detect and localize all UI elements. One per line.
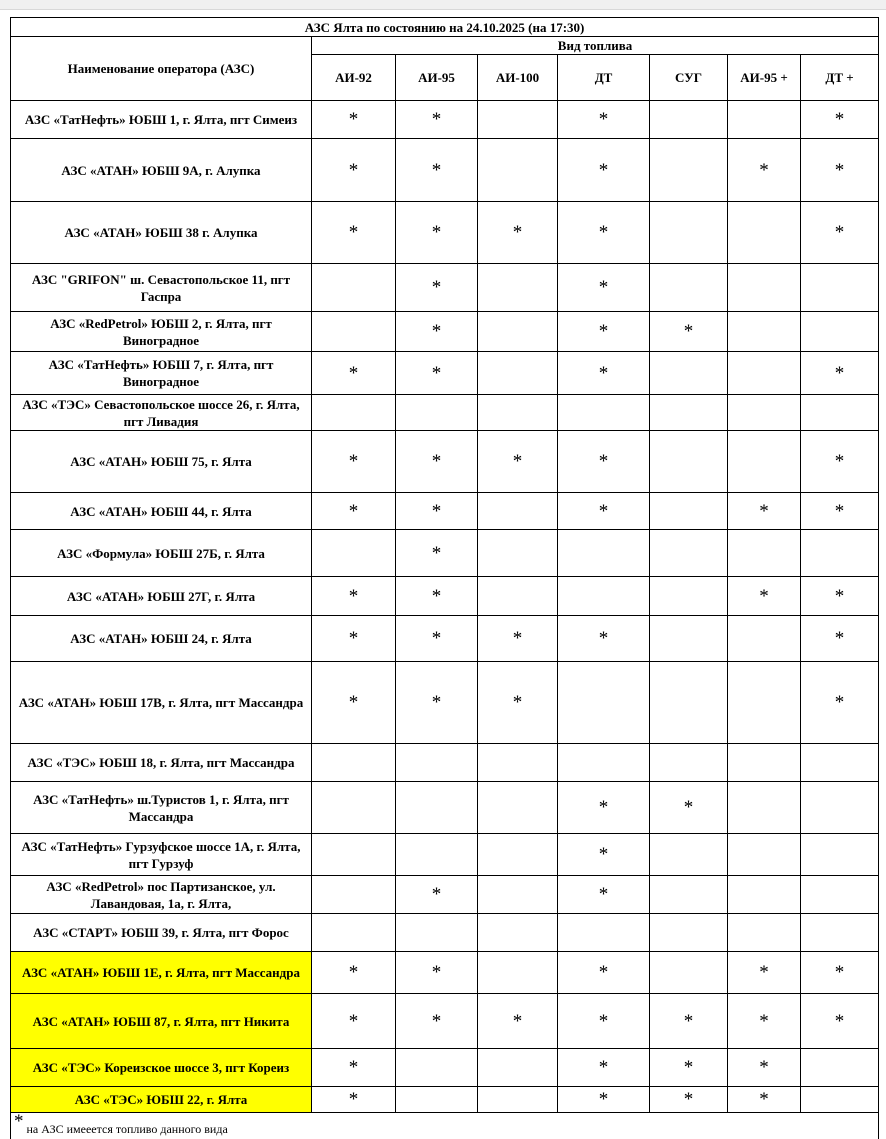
station-row — [11, 202, 879, 264]
fuel-availability-cell — [650, 952, 728, 994]
station-row — [11, 1087, 879, 1113]
station-name: АЗС «АТАН» ЮБШ 75, г. Ялта — [11, 431, 312, 493]
fuel-availability-cell — [312, 101, 396, 139]
availability-mark: * — [835, 160, 845, 181]
table-title: АЗС Ялта по состоянию на 24.10.2025 (на 17:30) — [11, 18, 879, 37]
fuel-availability-cell — [558, 1087, 650, 1113]
fuel-header-3: ДТ — [558, 55, 650, 101]
fuel-availability-cell — [801, 876, 879, 914]
availability-mark: * — [599, 844, 609, 865]
availability-mark: * — [835, 962, 845, 983]
fuel-availability-cell — [312, 352, 396, 395]
fuel-availability-cell — [478, 876, 558, 914]
fuel-availability-cell — [801, 139, 879, 202]
fuel-availability-cell — [650, 101, 728, 139]
fuel-availability-cell — [801, 616, 879, 662]
station-name: АЗС «ТатНефть» Гурзуфское шоссе 1А, г. Ялта, пгт Гурзуф — [11, 834, 312, 876]
availability-mark: * — [599, 501, 609, 522]
station-row — [11, 744, 879, 782]
availability-mark: * — [599, 1057, 609, 1078]
fuel-availability-cell — [728, 744, 801, 782]
fuel-availability-cell — [478, 914, 558, 952]
fuel-availability-cell — [312, 994, 396, 1049]
availability-mark: * — [759, 586, 769, 607]
fuel-availability-cell — [801, 493, 879, 530]
station-name: АЗС «ТЭС» Кореизское шоссе 3, пгт Кореиз — [11, 1049, 312, 1087]
legend-text: на АЗС имееется топливо данного вида — [27, 1122, 228, 1136]
fuel-availability-cell — [801, 1049, 879, 1087]
station-name: АЗС «RedPetrol» пос Партизанское, ул. Лавандовая, 1а, г. Ялта, — [11, 876, 312, 914]
availability-mark: * — [432, 692, 442, 713]
availability-mark: * — [759, 1011, 769, 1032]
fuel-availability-cell — [396, 493, 478, 530]
availability-mark: * — [432, 628, 442, 649]
fuel-availability-cell — [650, 139, 728, 202]
fuel-type-group-header: Вид топлива — [312, 37, 879, 55]
fuel-availability-cell — [728, 662, 801, 744]
fuel-availability-cell — [650, 782, 728, 834]
fuel-availability-cell — [478, 493, 558, 530]
availability-mark: * — [835, 363, 845, 384]
fuel-availability-cell — [801, 577, 879, 616]
availability-mark: * — [835, 109, 845, 130]
fuel-availability-cell — [728, 530, 801, 577]
fuel-availability-cell — [396, 352, 478, 395]
station-name: АЗС «АТАН» ЮБШ 24, г. Ялта — [11, 616, 312, 662]
fuel-availability-cell — [312, 914, 396, 952]
fuel-availability-cell — [312, 312, 396, 352]
fuel-availability-cell — [728, 1049, 801, 1087]
availability-mark: * — [759, 962, 769, 983]
availability-mark: * — [432, 363, 442, 384]
fuel-availability-cell — [478, 782, 558, 834]
availability-mark: * — [599, 1089, 609, 1110]
fuel-availability-cell — [558, 876, 650, 914]
station-row — [11, 139, 879, 202]
fuel-header-4: СУГ — [650, 55, 728, 101]
station-row — [11, 312, 879, 352]
fuel-availability-cell — [650, 994, 728, 1049]
availability-mark: * — [432, 451, 442, 472]
fuel-availability-cell — [728, 431, 801, 493]
availability-mark: * — [349, 451, 359, 472]
fuel-availability-cell — [728, 312, 801, 352]
station-name: АЗС «ТатНефть» ЮБШ 1, г. Ялта, пгт Симеиз — [11, 101, 312, 139]
availability-mark: * — [349, 962, 359, 983]
fuel-availability-cell — [801, 312, 879, 352]
fuel-availability-cell — [558, 530, 650, 577]
availability-mark: * — [759, 160, 769, 181]
legend-row — [11, 1113, 879, 1139]
fuel-availability-cell — [728, 914, 801, 952]
station-row — [11, 876, 879, 914]
availability-mark: * — [684, 1057, 694, 1078]
station-row — [11, 834, 879, 876]
fuel-availability-cell — [396, 914, 478, 952]
fuel-availability-cell — [650, 530, 728, 577]
availability-mark: * — [432, 884, 442, 905]
fuel-availability-cell — [558, 431, 650, 493]
fuel-availability-cell — [396, 530, 478, 577]
fuel-header-1: АИ-95 — [396, 55, 478, 101]
fuel-availability-cell — [478, 431, 558, 493]
fuel-availability-cell — [728, 101, 801, 139]
fuel-availability-cell — [650, 395, 728, 431]
fuel-availability-cell — [312, 530, 396, 577]
fuel-availability-cell — [478, 1087, 558, 1113]
fuel-availability-cell — [728, 952, 801, 994]
legend-symbol: * — [14, 1113, 24, 1133]
fuel-availability-cell — [558, 395, 650, 431]
fuel-availability-cell — [312, 744, 396, 782]
availability-mark: * — [349, 363, 359, 384]
fuel-availability-cell — [312, 202, 396, 264]
availability-mark: * — [599, 628, 609, 649]
fuel-availability-cell — [478, 395, 558, 431]
fuel-availability-cell — [801, 202, 879, 264]
availability-mark: * — [432, 501, 442, 522]
fuel-availability-cell — [801, 994, 879, 1049]
availability-mark: * — [432, 962, 442, 983]
fuel-availability-cell — [728, 782, 801, 834]
availability-mark: * — [349, 160, 359, 181]
availability-mark: * — [513, 451, 523, 472]
station-name: АЗС «ТЭС» ЮБШ 18, г. Ялта, пгт Массандра — [11, 744, 312, 782]
fuel-availability-cell — [650, 1049, 728, 1087]
fuel-availability-cell — [650, 493, 728, 530]
station-row — [11, 952, 879, 994]
station-name: АЗС «ТатНефть» ЮБШ 7, г. Ялта, пгт Виноградное — [11, 352, 312, 395]
station-name: АЗС "GRIFON" ш. Севастопольское 11, пгт Гаспра — [11, 264, 312, 312]
fuel-availability-cell — [396, 139, 478, 202]
availability-mark: * — [684, 1011, 694, 1032]
fuel-availability-cell — [650, 312, 728, 352]
fuel-availability-cell — [650, 616, 728, 662]
station-row — [11, 914, 879, 952]
fuel-availability-cell — [396, 431, 478, 493]
fuel-availability-cell — [396, 395, 478, 431]
fuel-availability-cell — [478, 1049, 558, 1087]
station-row — [11, 994, 879, 1049]
station-row — [11, 493, 879, 530]
availability-mark: * — [835, 1011, 845, 1032]
availability-mark: * — [432, 222, 442, 243]
station-name: АЗС «АТАН» ЮБШ 27Г, г. Ялта — [11, 577, 312, 616]
station-name: АЗС «ТатНефть» ш.Туристов 1, г. Ялта, пгт Массандра — [11, 782, 312, 834]
availability-mark: * — [349, 109, 359, 130]
fuel-availability-cell — [396, 876, 478, 914]
fuel-availability-cell — [558, 577, 650, 616]
fuel-availability-cell — [650, 202, 728, 264]
fuel-availability-cell — [396, 782, 478, 834]
fuel-availability-cell — [312, 264, 396, 312]
availability-mark: * — [513, 628, 523, 649]
fuel-availability-cell — [312, 493, 396, 530]
fuel-availability-cell — [558, 352, 650, 395]
fuel-availability-cell — [650, 914, 728, 952]
fuel-availability-cell — [728, 395, 801, 431]
fuel-availability-cell — [801, 952, 879, 994]
fuel-availability-cell — [396, 312, 478, 352]
fuel-availability-cell — [396, 744, 478, 782]
availability-mark: * — [513, 222, 523, 243]
availability-mark: * — [349, 1089, 359, 1110]
fuel-availability-cell — [801, 395, 879, 431]
fuel-availability-cell — [801, 101, 879, 139]
availability-mark: * — [349, 586, 359, 607]
fuel-availability-cell — [312, 876, 396, 914]
availability-mark: * — [599, 321, 609, 342]
availability-mark: * — [684, 797, 694, 818]
availability-mark: * — [513, 1011, 523, 1032]
fuel-availability-cell — [728, 352, 801, 395]
availability-mark: * — [835, 222, 845, 243]
availability-mark: * — [599, 160, 609, 181]
availability-mark: * — [432, 1011, 442, 1032]
station-name: АЗС «СТАРТ» ЮБШ 39, г. Ялта, пгт Форос — [11, 914, 312, 952]
fuel-header-2: АИ-100 — [478, 55, 558, 101]
fuel-availability-cell — [396, 952, 478, 994]
fuel-availability-cell — [312, 834, 396, 876]
fuel-availability-cell — [650, 834, 728, 876]
fuel-availability-cell — [478, 834, 558, 876]
fuel-availability-cell — [558, 139, 650, 202]
fuel-availability-cell — [478, 744, 558, 782]
fuel-availability-cell — [396, 834, 478, 876]
legend — [11, 1113, 879, 1139]
availability-mark: * — [599, 797, 609, 818]
fuel-availability-cell — [312, 616, 396, 662]
availability-mark: * — [349, 692, 359, 713]
fuel-availability-cell — [396, 616, 478, 662]
viewer-top-strip — [0, 0, 886, 10]
fuel-availability-cell — [801, 744, 879, 782]
station-row — [11, 352, 879, 395]
availability-mark: * — [835, 451, 845, 472]
fuel-availability-cell — [478, 994, 558, 1049]
fuel-availability-cell — [396, 662, 478, 744]
fuel-availability-cell — [558, 202, 650, 264]
availability-mark: * — [599, 884, 609, 905]
fuel-availability-cell — [801, 264, 879, 312]
fuel-availability-cell — [728, 876, 801, 914]
operator-column-header: Наименование оператора (АЗС) — [11, 37, 312, 101]
fuel-availability-cell — [558, 994, 650, 1049]
fuel-availability-cell — [478, 662, 558, 744]
station-name: АЗС «ТЭС» ЮБШ 22, г. Ялта — [11, 1087, 312, 1113]
fuel-availability-cell — [478, 577, 558, 616]
availability-mark: * — [599, 109, 609, 130]
fuel-availability-cell — [728, 616, 801, 662]
fuel-header-5: АИ-95 + — [728, 55, 801, 101]
availability-mark: * — [599, 277, 609, 298]
fuel-availability-cell — [650, 577, 728, 616]
fuel-availability-cell — [801, 834, 879, 876]
fuel-availability-cell — [728, 139, 801, 202]
station-name: АЗС «Формула» ЮБШ 27Б, г. Ялта — [11, 530, 312, 577]
fuel-availability-cell — [312, 662, 396, 744]
fuel-availability-cell — [650, 352, 728, 395]
station-row — [11, 577, 879, 616]
station-row — [11, 662, 879, 744]
fuel-availability-cell — [558, 782, 650, 834]
fuel-availability-cell — [312, 577, 396, 616]
fuel-availability-cell — [396, 202, 478, 264]
station-name: АЗС «АТАН» ЮБШ 9А, г. Алупка — [11, 139, 312, 202]
fuel-availability-cell — [728, 834, 801, 876]
station-row — [11, 431, 879, 493]
fuel-availability-cell — [558, 662, 650, 744]
station-row — [11, 782, 879, 834]
station-name: АЗС «ТЭС» Севастопольское шоссе 26, г. Ялта, пгт Ливадия — [11, 395, 312, 431]
fuel-availability-cell — [801, 782, 879, 834]
availability-mark: * — [684, 1089, 694, 1110]
fuel-availability-cell — [312, 782, 396, 834]
availability-mark: * — [835, 692, 845, 713]
station-row — [11, 1049, 879, 1087]
station-row — [11, 530, 879, 577]
fuel-availability-cell — [312, 1087, 396, 1113]
availability-mark: * — [835, 586, 845, 607]
fuel-availability-cell — [478, 101, 558, 139]
fuel-availability-cell — [396, 1087, 478, 1113]
fuel-availability-cell — [558, 616, 650, 662]
fuel-availability-cell — [728, 264, 801, 312]
fuel-availability-cell — [312, 395, 396, 431]
fuel-availability-cell — [801, 530, 879, 577]
fuel-availability-cell — [478, 139, 558, 202]
availability-mark: * — [432, 277, 442, 298]
fuel-availability-cell — [650, 264, 728, 312]
availability-mark: * — [349, 628, 359, 649]
fuel-availability-cell — [728, 994, 801, 1049]
station-name: АЗС «АТАН» ЮБШ 44, г. Ялта — [11, 493, 312, 530]
availability-mark: * — [349, 1011, 359, 1032]
fuel-availability-cell — [478, 616, 558, 662]
fuel-header-0: АИ-92 — [312, 55, 396, 101]
fuel-availability-cell — [478, 202, 558, 264]
availability-mark: * — [599, 451, 609, 472]
fuel-availability-cell — [558, 952, 650, 994]
fuel-availability-cell — [396, 1049, 478, 1087]
fuel-availability-cell — [801, 352, 879, 395]
station-row — [11, 395, 879, 431]
fuel-availability-cell — [478, 352, 558, 395]
availability-mark: * — [599, 363, 609, 384]
fuel-availability-cell — [558, 264, 650, 312]
availability-mark: * — [432, 321, 442, 342]
fuel-header-6: ДТ + — [801, 55, 879, 101]
fuel-availability-table — [10, 17, 879, 1139]
fuel-availability-cell — [728, 577, 801, 616]
fuel-availability-cell — [728, 1087, 801, 1113]
availability-mark: * — [599, 962, 609, 983]
fuel-availability-cell — [558, 101, 650, 139]
fuel-availability-cell — [650, 1087, 728, 1113]
fuel-availability-cell — [478, 264, 558, 312]
fuel-availability-cell — [312, 431, 396, 493]
fuel-availability-cell — [650, 662, 728, 744]
availability-mark: * — [432, 160, 442, 181]
station-row — [11, 264, 879, 312]
availability-mark: * — [432, 543, 442, 564]
fuel-availability-cell — [478, 312, 558, 352]
availability-mark: * — [835, 501, 845, 522]
station-name: АЗС «АТАН» ЮБШ 17В, г. Ялта, пгт Массандра — [11, 662, 312, 744]
availability-mark: * — [599, 1011, 609, 1032]
fuel-availability-cell — [650, 876, 728, 914]
availability-mark: * — [432, 109, 442, 130]
fuel-availability-cell — [558, 493, 650, 530]
fuel-availability-cell — [312, 952, 396, 994]
fuel-availability-cell — [396, 101, 478, 139]
fuel-availability-cell — [728, 493, 801, 530]
fuel-availability-cell — [801, 431, 879, 493]
fuel-availability-cell — [312, 139, 396, 202]
fuel-availability-cell — [558, 914, 650, 952]
availability-mark: * — [349, 1057, 359, 1078]
fuel-availability-cell — [801, 662, 879, 744]
station-rows — [11, 101, 879, 1113]
station-row — [11, 616, 879, 662]
fuel-availability-cell — [801, 914, 879, 952]
fuel-availability-cell — [801, 1087, 879, 1113]
station-name: АЗС «RedPetrol» ЮБШ 2, г. Ялта, пгт Виноградное — [11, 312, 312, 352]
fuel-availability-cell — [478, 530, 558, 577]
availability-mark: * — [835, 628, 845, 649]
station-name: АЗС «АТАН» ЮБШ 38 г. Алупка — [11, 202, 312, 264]
station-name: АЗС «АТАН» ЮБШ 1Е, г. Ялта, пгт Массандра — [11, 952, 312, 994]
fuel-availability-cell — [478, 952, 558, 994]
fuel-availability-cell — [650, 431, 728, 493]
fuel-availability-cell — [558, 1049, 650, 1087]
availability-mark: * — [349, 222, 359, 243]
fuel-availability-cell — [650, 744, 728, 782]
fuel-availability-cell — [312, 1049, 396, 1087]
availability-mark: * — [759, 1089, 769, 1110]
availability-mark: * — [684, 321, 694, 342]
station-row — [11, 101, 879, 139]
availability-mark: * — [599, 222, 609, 243]
fuel-availability-sheet — [10, 17, 878, 1139]
fuel-availability-cell — [396, 264, 478, 312]
fuel-availability-cell — [558, 312, 650, 352]
availability-mark: * — [759, 1057, 769, 1078]
fuel-availability-cell — [558, 834, 650, 876]
fuel-availability-cell — [558, 744, 650, 782]
availability-mark: * — [759, 501, 769, 522]
availability-mark: * — [349, 501, 359, 522]
availability-mark: * — [513, 692, 523, 713]
fuel-availability-cell — [396, 577, 478, 616]
station-name: АЗС «АТАН» ЮБШ 87, г. Ялта, пгт Никита — [11, 994, 312, 1049]
availability-mark: * — [432, 586, 442, 607]
fuel-availability-cell — [728, 202, 801, 264]
fuel-availability-cell — [396, 994, 478, 1049]
